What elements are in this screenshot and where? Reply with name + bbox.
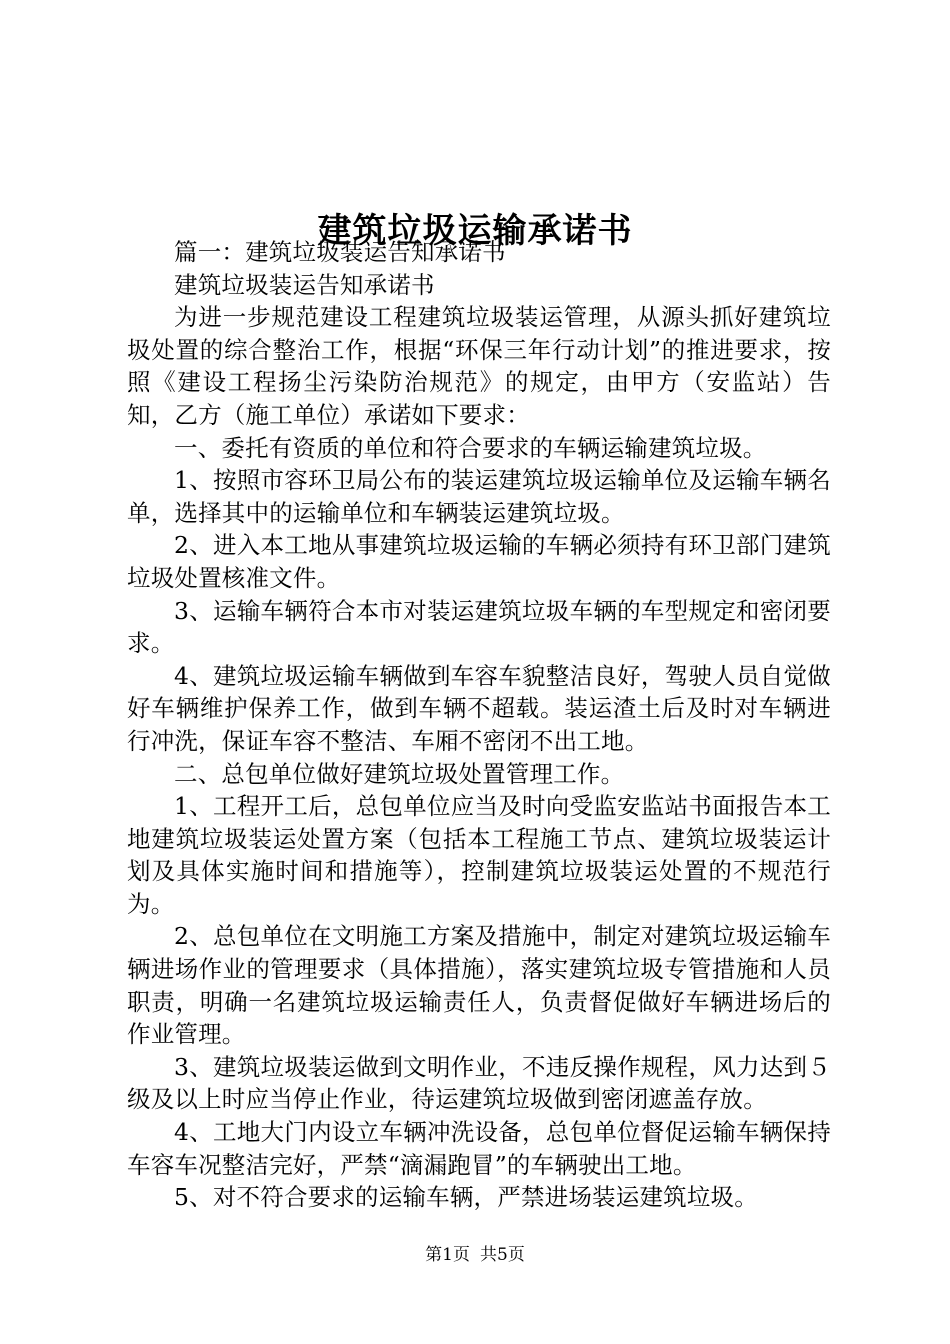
document-body [127, 236, 831, 1214]
paragraph: 二、总包单位做好建筑垃圾处置管理工作。 [174, 759, 625, 788]
document-title: 建筑垃圾运输承诺书 [317, 210, 633, 251]
document-subtitle: 建筑垃圾装运告知承诺书 [174, 270, 435, 299]
paragraph: 1、工程开工后，总包单位应当及时向受监安监站书面报告本工地建筑垃圾装运处置方案（包括本工程施工节点、建筑垃圾装运计划及具体实施时间和措施等），控制建筑垃圾装运处置的不规范行为。 [127, 792, 831, 918]
page-number-total: 共5页 [480, 1245, 525, 1265]
paragraph: 1、按照市容环卫局公布的装运建筑垃圾运输单位及运输车辆名单，选择其中的运输单位和车辆装运建筑垃圾。 [127, 466, 831, 527]
paragraph: 4、工地大门内设立车辆冲洗设备，总包单位督促运输车辆保持车容车况整洁完好，严禁“滴漏跑冒”的车辆驶出工地。 [127, 1118, 831, 1179]
paragraph: 3、运输车辆符合本市对装运建筑垃圾车辆的车型规定和密闭要求。 [127, 596, 831, 658]
section-heading: 篇一：建筑垃圾装运告知承诺书 [174, 238, 506, 266]
page-number-current: 第1页 [425, 1245, 470, 1265]
paragraph: 5、对不符合要求的运输车辆，严禁进场装运建筑垃圾。 [174, 1183, 758, 1212]
page-footer [0, 1244, 950, 1266]
paragraph: 一、委托有资质的单位和符合要求的车辆运输建筑垃圾。 [174, 433, 767, 462]
paragraph: 为进一步规范建设工程建筑垃圾装运管理，从源头抓好建筑垃圾处置的综合整治工作，根据“环保三年行动计划”的推进要求，按照《建设工程扬尘污染防治规范》的规定，由甲方（安监站）告知，乙方（施工单位）承诺如下要求： [127, 303, 831, 429]
paragraph: 2、总包单位在文明施工方案及措施中，制定对建筑垃圾运输车辆进场作业的管理要求（具体措施），落实建筑垃圾专管措施和人员职责，明确一名建筑垃圾运输责任人，负责督促做好车辆进场后的作业管理。 [127, 922, 831, 1049]
paragraph: 4、建筑垃圾运输车辆做到车容车貌整洁良好，驾驶人员自觉做好车辆维护保养工作，做到车辆不超载。装运渣土后及时对车辆进行冲洗，保证车容不整洁、车厢不密闭不出工地。 [127, 661, 831, 755]
paragraph: 3、建筑垃圾装运做到文明作业，不违反操作规程，风力达到５级及以上时应当停止作业，待运建筑垃圾做到密闭遮盖存放。 [127, 1052, 831, 1114]
paragraph: 2、进入本工地从事建筑垃圾运输的车辆必须持有环卫部门建筑垃圾处置核准文件。 [127, 531, 831, 592]
